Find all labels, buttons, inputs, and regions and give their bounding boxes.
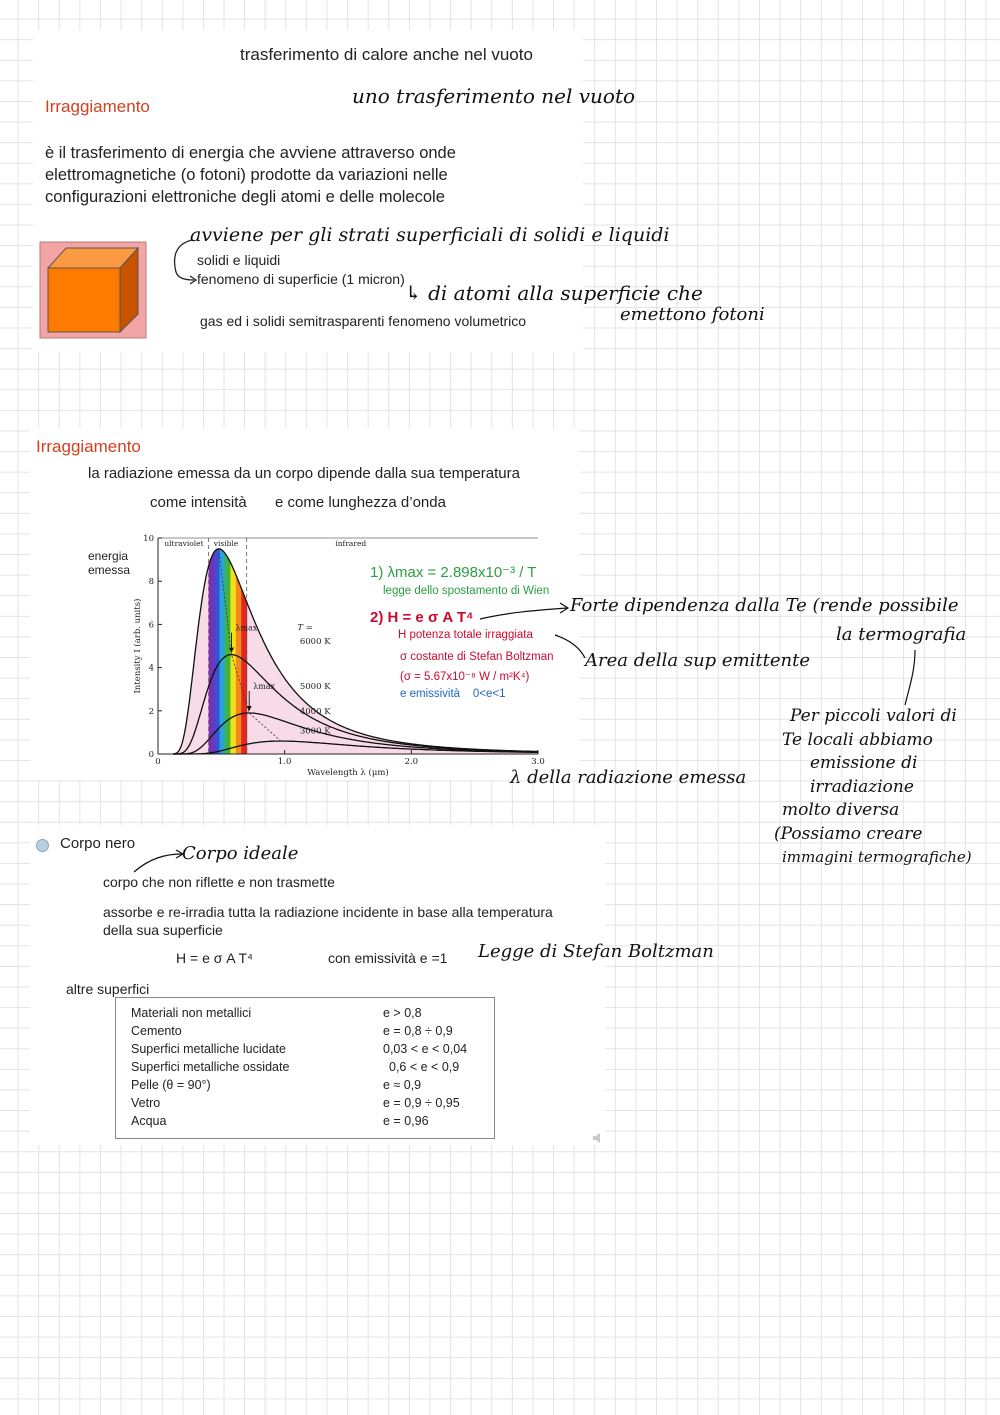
visible-band-stripe <box>209 538 215 754</box>
x-tick-label: 0 <box>155 757 161 767</box>
emissivity-table <box>115 997 495 1139</box>
y-tick-label: 10 <box>143 534 154 544</box>
material-cell: Materiali non metallici <box>131 1006 252 1020</box>
energy-label-2: emessa <box>88 563 131 577</box>
ideal-body-arrow <box>130 848 190 878</box>
side-note-line: immagini termografiche) <box>782 848 972 866</box>
material-cell: Superfici metalliche ossidate <box>131 1060 290 1074</box>
side-note-line: emissione di <box>810 753 918 773</box>
value-cell: 0,6 < e < 0,9 <box>389 1060 460 1074</box>
corpo-nero-def2-line2: della sua superficie <box>103 922 223 938</box>
side-note-line: molto diversa <box>782 800 900 820</box>
note-wavelength-emitted: λ della radiazione emessa <box>510 767 747 788</box>
table-row <box>131 1076 467 1094</box>
side-note-line: Te locali abbiamo <box>782 729 933 750</box>
value-cell: e = 0,96 <box>383 1114 429 1128</box>
slide2-line2a: come intensità <box>150 494 247 511</box>
value-cell: e ≈ 0,9 <box>383 1078 422 1092</box>
wien-law-text: legge dello spostamento di Wien <box>383 585 550 597</box>
material-cell: Acqua <box>131 1114 167 1128</box>
lambda-max-label: λmax <box>253 681 276 691</box>
value-cell: e = 0,8 ÷ 0,9 <box>383 1024 453 1038</box>
y-tick-label: 8 <box>148 577 154 588</box>
slide1-title: Irraggiamento <box>45 97 150 116</box>
definition-line: è il trasferimento di energia che avviene attraverso onde <box>45 144 456 162</box>
side-note-line: irradiazione <box>810 776 914 797</box>
material-cell: Cemento <box>131 1024 182 1038</box>
temperature-label: 3000 K <box>299 726 331 737</box>
emissivity-one: con emissività e =1 <box>328 950 448 966</box>
speaker-icon[interactable] <box>592 1132 604 1144</box>
table-row <box>131 1058 467 1076</box>
y-tick-label: 6 <box>148 620 154 631</box>
bullet-icon <box>36 839 49 852</box>
value-cell: 0,03 < e < 0,04 <box>383 1042 468 1056</box>
note-atoms-surface-2: emettono fotoni <box>620 304 765 325</box>
slide1-top-text: trasferimento di calore anche nel vuoto <box>240 45 533 64</box>
side-note-line: (Possiamo creare <box>774 823 923 844</box>
h-description: H potenza totale irraggiata <box>398 629 533 641</box>
cube-illustration <box>38 240 150 340</box>
side-note-line: Per piccoli valori di <box>790 706 957 726</box>
material-cell: Superfici metalliche lucidate <box>131 1042 286 1056</box>
sb-formula: 2) H = e σ A T⁴ <box>370 609 474 626</box>
visible-band-stripe <box>236 538 242 754</box>
note-thermography: la termografia <box>836 624 967 645</box>
slide1-definition <box>45 142 456 208</box>
table-row <box>131 1112 467 1130</box>
band-label-ultraviolet: ultraviolet <box>164 539 204 548</box>
y-tick-label: 0 <box>148 750 154 760</box>
material-cell: Pelle (θ = 90°) <box>131 1078 211 1092</box>
gas-volumetric-text: gas ed i solidi semitrasparenti fenomeno volumetrico <box>200 313 527 329</box>
definition-line: configurazioni elettroniche degli atomi e delle molecole <box>45 188 445 206</box>
sigma-description: σ costante di Stefan Boltzman <box>400 651 554 663</box>
slide2-line1: la radiazione emessa da un corpo dipende dalla sua temperatura <box>88 465 520 482</box>
solids-liquids-text: solidi e liquidi <box>197 252 281 268</box>
surface-phenomenon-text: fenomeno di superficie (1 micron) <box>197 271 405 287</box>
y-tick-label: 4 <box>148 663 154 674</box>
slide2-line2b: e come lunghezza d’onda <box>275 494 446 511</box>
lambda-max-label: λmax <box>235 623 258 633</box>
x-axis-label: Wavelength λ (μm) <box>307 768 389 778</box>
note-emitting-area: Area della sup emittente <box>585 650 810 671</box>
note-surface-layers: avviene per gli strati superficiali di solidi e liquidi <box>190 224 670 246</box>
energy-label-1: energia <box>88 549 129 563</box>
table-row <box>131 1040 467 1058</box>
value-cell: e = 0,9 ÷ 0,95 <box>383 1096 460 1110</box>
definition-line: elettromagnetiche (o fotoni) prodotte da variazioni nelle <box>45 166 448 184</box>
emissivity-description: e emissività 0<e<1 <box>400 688 506 700</box>
note-atoms-surface-1: ↳ di atomi alla superficie che <box>405 281 703 305</box>
note-sb-law: Legge di Stefan Boltzman <box>478 941 714 962</box>
other-surfaces-label: altre superfici <box>66 981 150 997</box>
sigma-value: (σ = 5.67x10⁻⁸ W / m²K⁴) <box>400 671 530 683</box>
visible-band-stripe <box>214 538 220 754</box>
table-row <box>131 1094 467 1112</box>
note-ideal-body: Corpo ideale <box>182 843 299 864</box>
band-label-infrared: infrared <box>335 539 367 548</box>
note-vacuum-transfer: uno trasferimento nel vuoto <box>352 84 636 108</box>
corpo-nero-def1: corpo che non riflette e non trasmette <box>103 874 335 890</box>
side-note <box>774 705 972 870</box>
wien-formula: 1) λmax = 2.898x10⁻³ / T <box>370 564 537 581</box>
note-strong-dependence: Forte dipendenza dalla Te (rende possibile <box>570 595 959 616</box>
temperature-header: T = <box>297 623 313 633</box>
material-cell: Vetro <box>131 1096 161 1110</box>
temperature-label: 6000 K <box>299 636 331 647</box>
slide2-title: Irraggiamento <box>36 437 141 456</box>
visible-band-stripe <box>220 538 226 754</box>
table-row <box>131 1022 467 1040</box>
sb-formula-blackbody: H = e σ A T⁴ <box>176 950 254 966</box>
x-tick-label: 1.0 <box>277 757 292 767</box>
temperature-label: 4000 K <box>299 707 331 718</box>
band-label-visible: visible <box>213 539 239 548</box>
x-tick-label: 2.0 <box>404 757 419 767</box>
corpo-nero-title: Corpo nero <box>60 835 136 852</box>
temperature-label: 5000 K <box>299 682 331 693</box>
value-cell: e > 0,8 <box>383 1006 422 1020</box>
y-tick-label: 2 <box>148 706 154 717</box>
table-row <box>131 1004 467 1022</box>
x-tick-label: 3.0 <box>531 757 545 767</box>
y-axis-label: Intensity I (arb. units) <box>133 598 143 694</box>
corpo-nero-def2-line1: assorbe e re-irradia tutta la radiazione incidente in base alla temperatura <box>103 904 553 920</box>
